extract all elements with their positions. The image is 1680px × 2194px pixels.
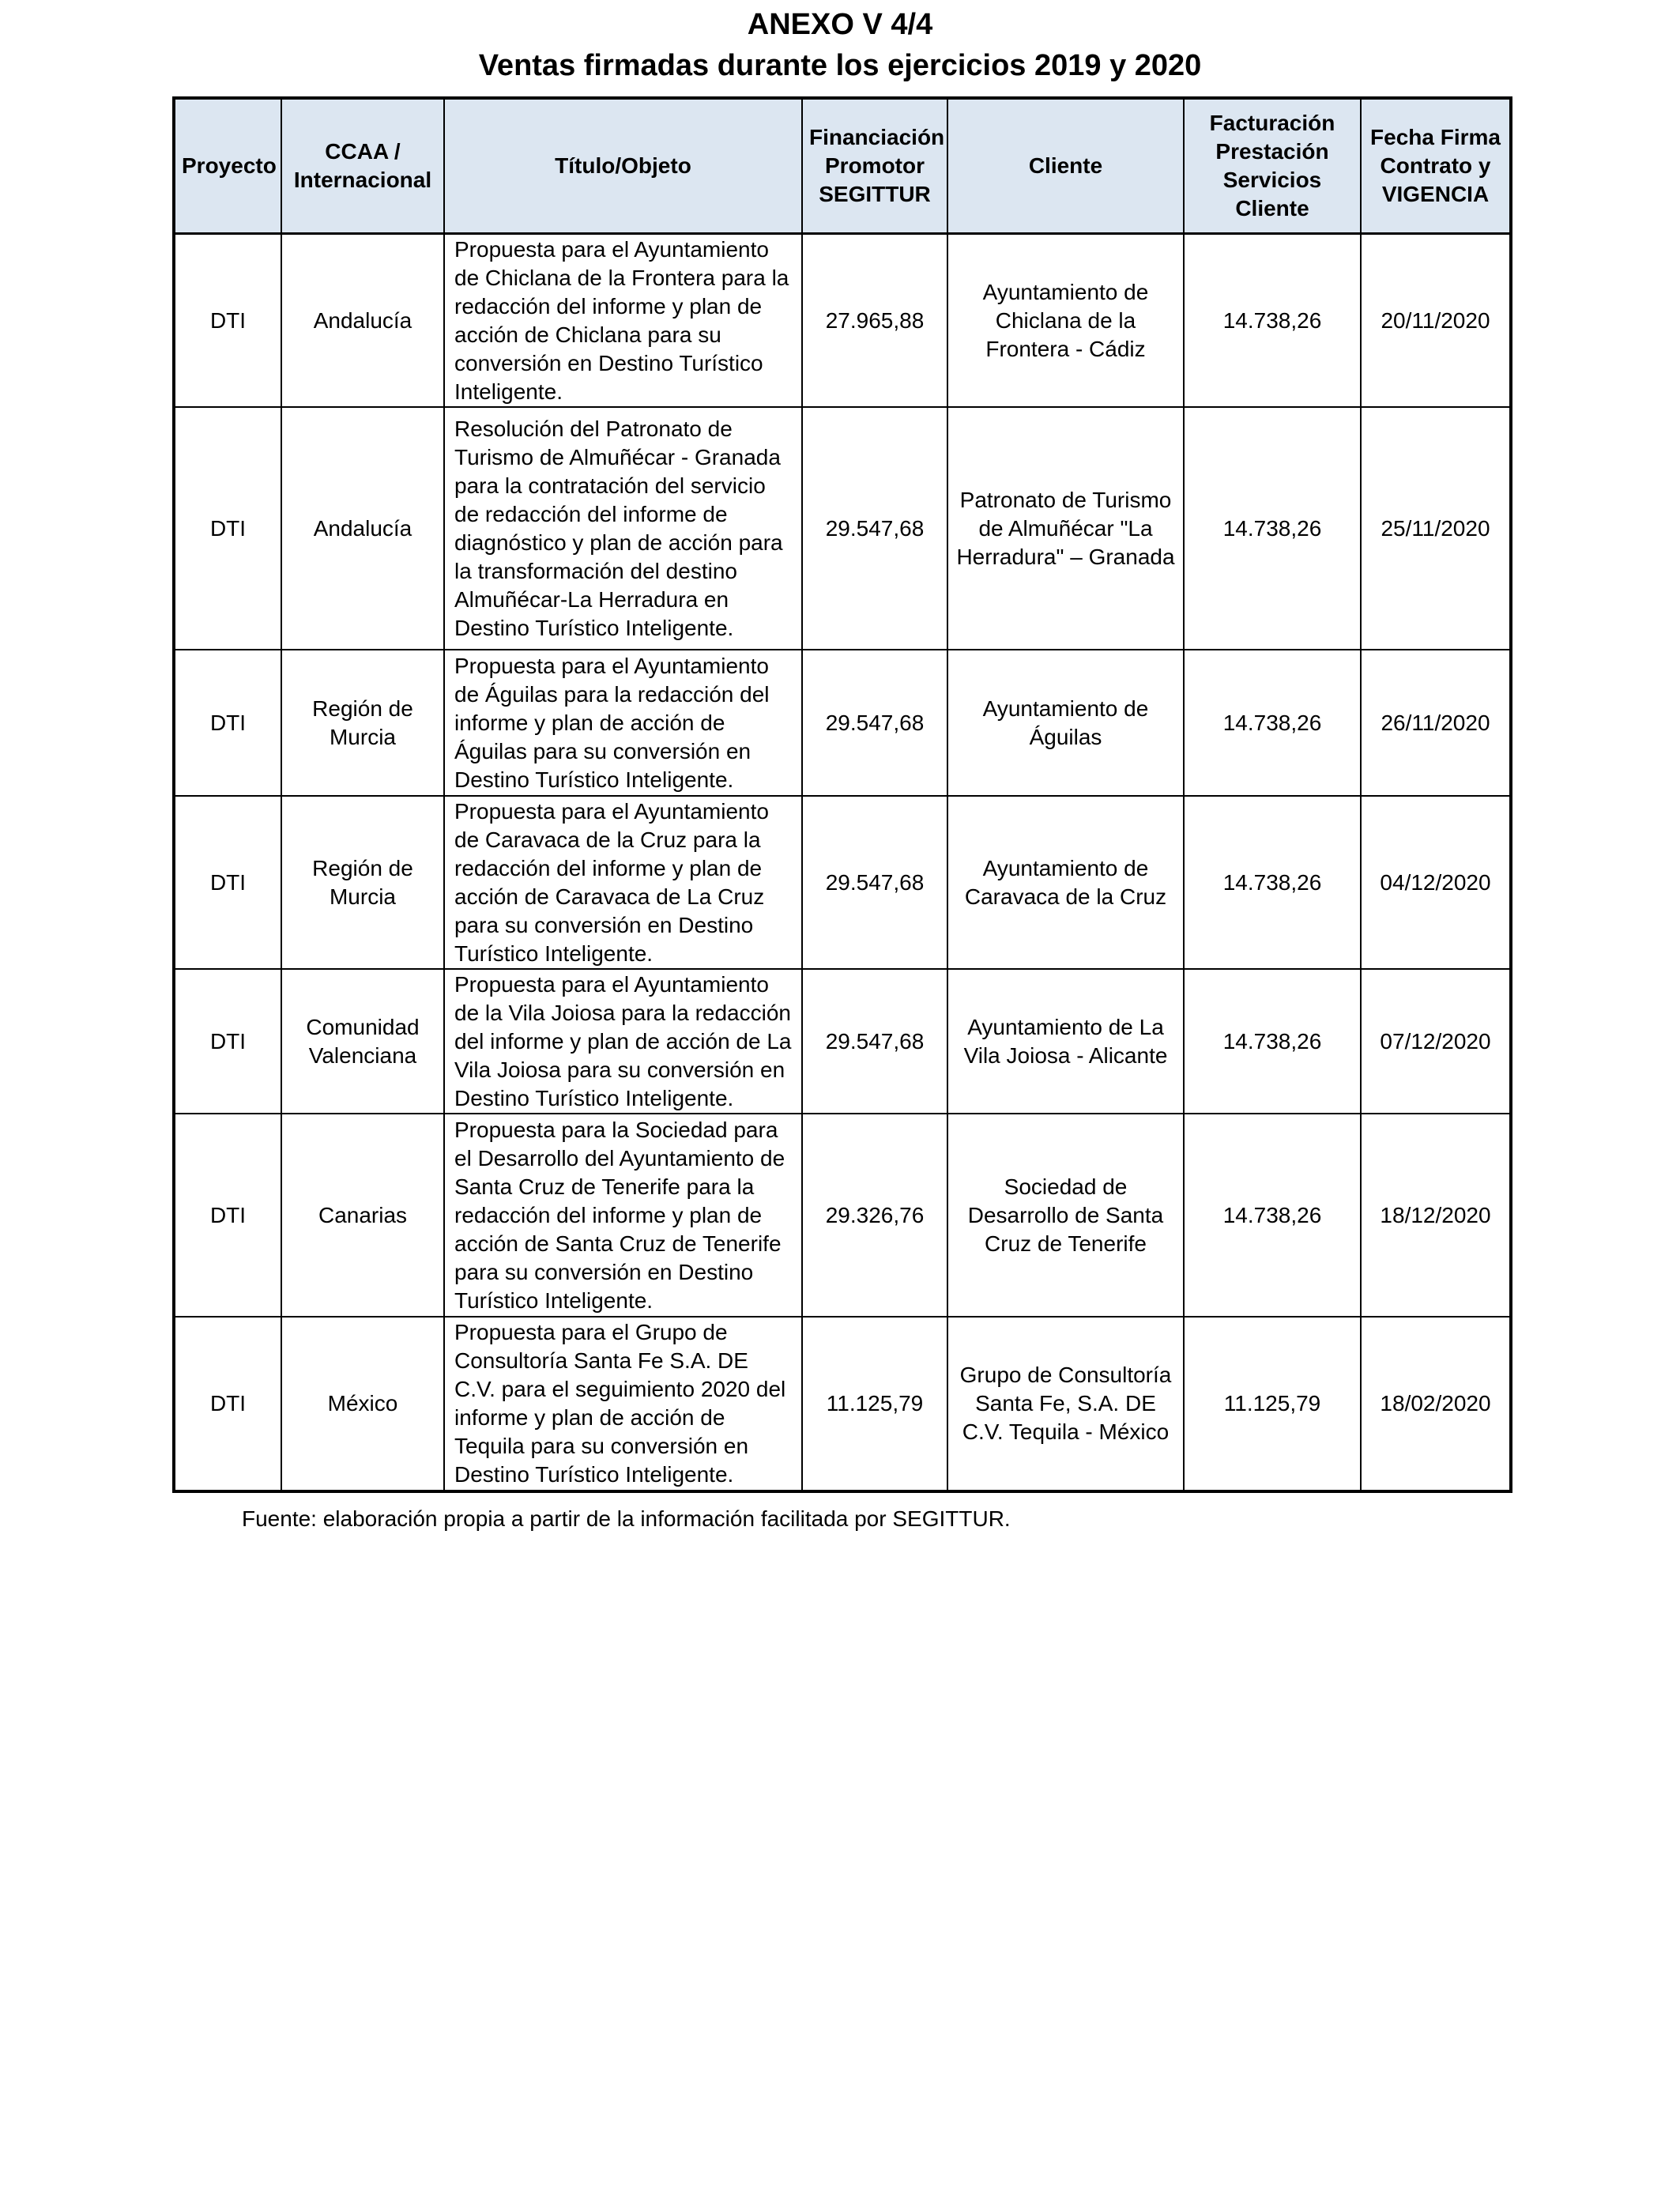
cell-facturacion: 14.738,26 [1184,796,1361,969]
cell-ccaa: Región de Murcia [281,650,444,796]
cell-fecha: 18/12/2020 [1361,1114,1511,1317]
header-financiacion: Financiación Promotor SEGITTUR [802,98,947,234]
sales-table [172,96,1512,1493]
cell-cliente: Ayuntamiento de Chiclana de la Frontera - Cádiz [947,234,1184,408]
cell-cliente: Patronato de Turismo de Almuñécar "La Herradura" – Granada [947,407,1184,650]
table-row [174,407,1511,650]
header-titulo: Título/Objeto [444,98,802,234]
cell-cliente: Ayuntamiento de Águilas [947,650,1184,796]
cell-fecha: 07/12/2020 [1361,969,1511,1114]
cell-facturacion: 11.125,79 [1184,1317,1361,1491]
table-row [174,1114,1511,1317]
cell-financiacion: 29.547,68 [802,407,947,650]
header-proyecto: Proyecto [174,98,281,234]
document-subtitle: Ventas firmadas durante los ejercicios 2019 y 2020 [478,49,1202,82]
cell-proyecto: DTI [174,796,281,969]
cell-ccaa: Comunidad Valenciana [281,969,444,1114]
cell-fecha: 18/02/2020 [1361,1317,1511,1491]
cell-titulo: Resolución del Patronato de Turismo de Almuñécar - Granada para la contratación del servicio de redacción del informe de diagnóstico y plan de acción para la transformación del destino Almuñécar-La Herradura en Destino Turístico Inteligente. [444,407,802,650]
cell-proyecto: DTI [174,407,281,650]
cell-proyecto: DTI [174,650,281,796]
header-ccaa: CCAA / Internacional [281,98,444,234]
cell-ccaa: Región de Murcia [281,796,444,969]
cell-ccaa: México [281,1317,444,1491]
cell-facturacion: 14.738,26 [1184,969,1361,1114]
cell-cliente: Grupo de Consultoría Santa Fe, S.A. DE C.V. Tequila - México [947,1317,1184,1491]
table-header [174,98,1511,234]
cell-fecha: 04/12/2020 [1361,796,1511,969]
cell-proyecto: DTI [174,234,281,408]
table-row [174,969,1511,1114]
cell-fecha: 25/11/2020 [1361,407,1511,650]
cell-financiacion: 29.547,68 [802,650,947,796]
cell-facturacion: 14.738,26 [1184,234,1361,408]
cell-ccaa: Andalucía [281,407,444,650]
cell-facturacion: 14.738,26 [1184,407,1361,650]
table-row [174,234,1511,408]
cell-facturacion: 14.738,26 [1184,1114,1361,1317]
cell-fecha: 26/11/2020 [1361,650,1511,796]
cell-financiacion: 29.547,68 [802,969,947,1114]
cell-financiacion: 27.965,88 [802,234,947,408]
cell-titulo: Propuesta para el Ayuntamiento de Caravaca de la Cruz para la redacción del informe y plan de acción de Caravaca de La Cruz para su conversión en Destino Turístico Inteligente. [444,796,802,969]
cell-titulo: Propuesta para la Sociedad para el Desarrollo del Ayuntamiento de Santa Cruz de Tenerife para la redacción del informe y plan de acción de Santa Cruz de Tenerife para su conversión en Destino Turístico Inteligente. [444,1114,802,1317]
source-note: Fuente: elaboración propia a partir de la información facilitada por SEGITTUR. [242,1506,1011,1531]
header-cliente: Cliente [947,98,1184,234]
cell-proyecto: DTI [174,1317,281,1491]
cell-cliente: Ayuntamiento de Caravaca de la Cruz [947,796,1184,969]
table-row [174,1317,1511,1491]
cell-facturacion: 14.738,26 [1184,650,1361,796]
cell-financiacion: 29.326,76 [802,1114,947,1317]
cell-cliente: Ayuntamiento de La Vila Joiosa - Alicante [947,969,1184,1114]
cell-cliente: Sociedad de Desarrollo de Santa Cruz de Tenerife [947,1114,1184,1317]
cell-proyecto: DTI [174,969,281,1114]
cell-titulo: Propuesta para el Grupo de Consultoría Santa Fe S.A. DE C.V. para el seguimiento 2020 del informe y plan de acción de Tequila para su conversión en Destino Turístico Inteligente. [444,1317,802,1491]
cell-fecha: 20/11/2020 [1361,234,1511,408]
cell-financiacion: 29.547,68 [802,796,947,969]
cell-ccaa: Andalucía [281,234,444,408]
table-row [174,796,1511,969]
cell-financiacion: 11.125,79 [802,1317,947,1491]
table-body [174,234,1511,1492]
cell-titulo: Propuesta para el Ayuntamiento de Águilas para la redacción del informe y plan de acción de Águilas para su conversión en Destino Turístico Inteligente. [444,650,802,796]
cell-titulo: Propuesta para el Ayuntamiento de la Vila Joiosa para la redacción del informe y plan de acción de La Vila Joiosa para su conversión en Destino Turístico Inteligente. [444,969,802,1114]
cell-titulo: Propuesta para el Ayuntamiento de Chiclana de la Frontera para la redacción del informe y plan de acción de Chiclana para su conversión en Destino Turístico Inteligente. [444,234,802,408]
header-fecha: Fecha Firma Contrato y VIGENCIA [1361,98,1511,234]
annex-title: ANEXO V 4/4 [747,8,933,41]
header-row [174,98,1511,234]
table-row [174,650,1511,796]
cell-proyecto: DTI [174,1114,281,1317]
cell-ccaa: Canarias [281,1114,444,1317]
header-facturacion: Facturación Prestación Servicios Cliente [1184,98,1361,234]
